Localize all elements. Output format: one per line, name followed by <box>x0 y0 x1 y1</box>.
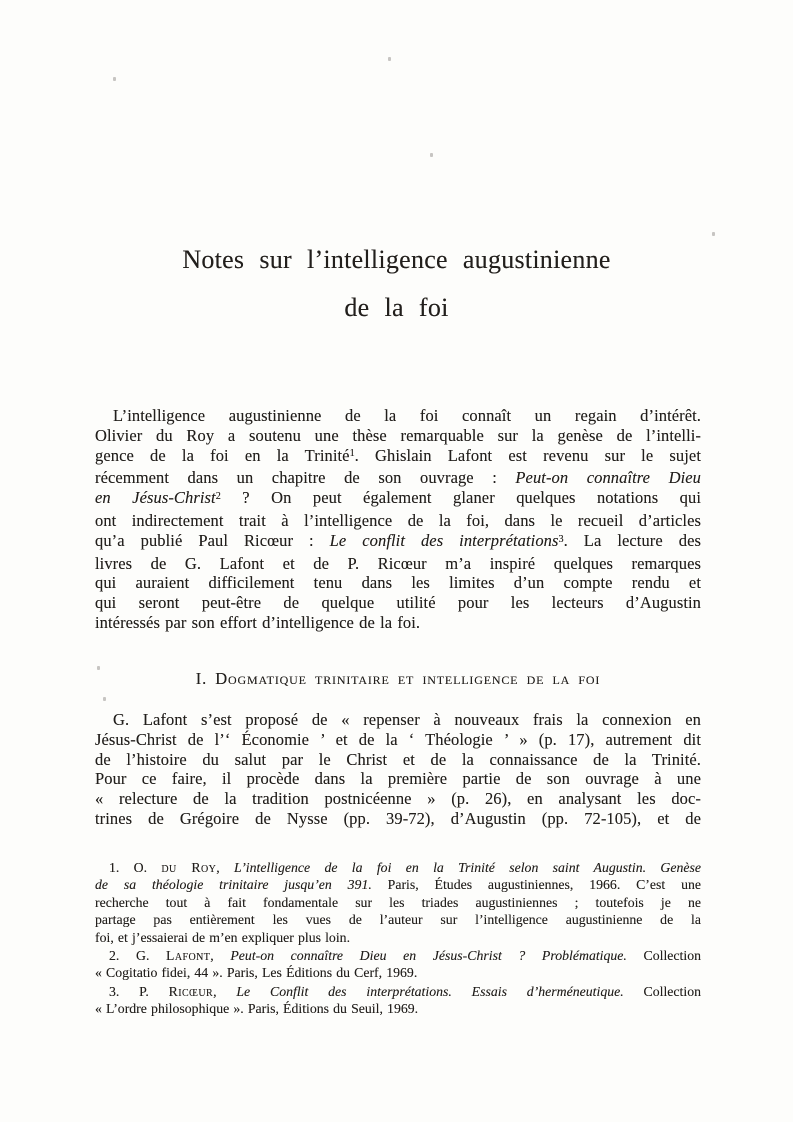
text-line <box>95 911 701 928</box>
text-run: en Jésus-Christ <box>95 488 216 508</box>
text-run: , <box>213 983 237 999</box>
text-run: trines de Grégoire de Nysse (pp. 39-72), d’Augustin (pp. 72-105), et de <box>95 808 701 828</box>
text-line <box>95 446 701 469</box>
text-line <box>95 947 701 964</box>
article-title <box>0 236 793 332</box>
text-run: ? On peut également glaner quelques notations qui <box>220 488 701 508</box>
text-run: . La lecture des <box>563 530 701 550</box>
text-run: Le conflit des interprétations <box>329 530 559 550</box>
text-line <box>95 964 701 981</box>
text-run: de l’histoire du salut par le Christ et de la connaissance de la Trinité. <box>95 749 701 769</box>
section-heading: I. Dogmatique trinitaire et intelligence de la foi <box>195 669 601 688</box>
text-run: « relecture de la tradition postnicéenne » (p. 26), en analysant les doc- <box>95 789 701 809</box>
text-run: ont indirectement trait à l’intelligence de la foi, dans le recueil d’articles <box>95 510 701 530</box>
text-run: recherche tout à fait fondamentale sur les triades augustiniennes ; toutefois je ne <box>95 894 701 910</box>
text-run: Le Conflit des interprétations. Essais d’herméneutique. <box>236 983 624 999</box>
text-run: Peut-on connaître Dieu <box>515 468 701 488</box>
text-run: qu’a publié Paul Ricœur : <box>95 530 330 550</box>
footnote-ref: 1 <box>349 448 355 460</box>
text-run: . Ghislain Lafont est revenu sur le sujet <box>354 445 701 465</box>
scan-speck <box>712 232 715 236</box>
paragraph-section1 <box>95 710 701 829</box>
text-run: « L’ordre philosophique ». Paris, Éditions du Seuil, 1969. <box>95 1001 419 1017</box>
text-run: L’intelligence de la foi en la Trinité selon saint Augustin. Genèse <box>234 860 701 875</box>
text-line <box>95 488 701 511</box>
text-line <box>95 511 701 531</box>
text-line <box>95 789 701 809</box>
paragraph-intro <box>95 406 701 633</box>
text-run: G. Lafont s’est proposé de « repenser à nouveaux frais la connexion en <box>113 710 701 729</box>
text-run: « Cogitatio fidei, 44 ». Paris, Les Éditions du Cerf, 1969. <box>95 965 418 981</box>
text-run: du Roy <box>161 860 217 875</box>
footnote-ref: 3 <box>558 533 564 545</box>
text-run: partage pas entièrement les vues de l’auteur sur l’intelligence augustinienne de la <box>95 912 701 928</box>
text-run: intéressés par son effort d’intelligence de la foi. <box>95 612 421 632</box>
scan-speck <box>97 666 100 670</box>
text-line <box>95 468 701 488</box>
text-run: 3. P. <box>109 983 169 999</box>
text-run: livres de G. Lafont et de P. Ricœur m’a inspiré quelques remarques <box>95 553 701 573</box>
footnotes-block <box>95 858 701 1018</box>
text-line <box>95 894 701 911</box>
text-run: Collection <box>623 983 701 999</box>
scan-speck <box>113 77 116 81</box>
text-run: récemment dans un chapitre de son ouvrage : <box>95 468 516 488</box>
scan-speck <box>388 57 391 61</box>
text-line <box>95 406 701 426</box>
text-run: Peut-on connaître Dieu en Jésus-Christ ? Problématique. <box>230 948 627 964</box>
text-run: Pour ce faire, il procède dans la première partie de son ouvrage à une <box>95 769 701 789</box>
text-run: qui seront peut-être de quelque utilité pour les lecteurs d’Augustin <box>95 593 701 613</box>
text-line <box>95 769 701 789</box>
footnote-2 <box>95 947 701 982</box>
text-run: gence de la foi en la Trinité <box>95 445 350 465</box>
text-line <box>95 929 701 946</box>
text-run: foi, et j’essaierai de m’en expliquer plus loin. <box>95 929 351 945</box>
text-line <box>95 613 701 633</box>
title-line-1: Notes sur l’intelligence augustinienne <box>182 245 611 274</box>
text-run: Ricœur <box>168 983 214 999</box>
text-run: 1. O. <box>109 860 162 875</box>
text-run: Paris, Études augustiniennes, 1966. C’est une <box>371 877 701 893</box>
text-run: , <box>216 860 235 875</box>
footnote-ref: 2 <box>215 490 221 502</box>
text-run: Jésus-Christ de l’‘ Économie ’ et de la ‘ Théologie ’ » (p. 17), autrement dit <box>95 729 701 749</box>
text-line <box>95 531 701 554</box>
text-line <box>95 809 701 829</box>
text-line <box>95 1000 701 1017</box>
text-line <box>95 573 701 593</box>
text-line <box>95 750 701 770</box>
text-run: Collection <box>626 948 701 964</box>
text-line <box>95 876 701 893</box>
text-line <box>95 426 701 446</box>
text-run: L’intelligence augustinienne de la foi connaît un regain d’intérêt. <box>113 406 701 425</box>
text-line <box>95 730 701 750</box>
text-run: 2. G. <box>109 948 167 964</box>
text-run: qui auraient difficilement tenu dans les limites d’un compte rendu et <box>95 573 701 593</box>
text-run: Olivier du Roy a soutenu une thèse remarquable sur la genèse de l’intelli- <box>95 425 701 445</box>
footnote-3 <box>95 983 701 1018</box>
text-line <box>95 554 701 574</box>
title-line-2: de la foi <box>344 293 449 322</box>
text-line <box>95 859 701 876</box>
scan-speck <box>103 697 106 701</box>
text-line <box>95 710 701 730</box>
footnote-1 <box>95 859 701 946</box>
text-run: de sa théologie trinitaire jusqu’en 391. <box>95 877 372 893</box>
text-run: , <box>210 948 231 964</box>
text-run: Lafont <box>166 948 211 964</box>
text-line <box>95 593 701 613</box>
scan-speck <box>430 153 433 157</box>
text-line <box>95 983 701 1000</box>
